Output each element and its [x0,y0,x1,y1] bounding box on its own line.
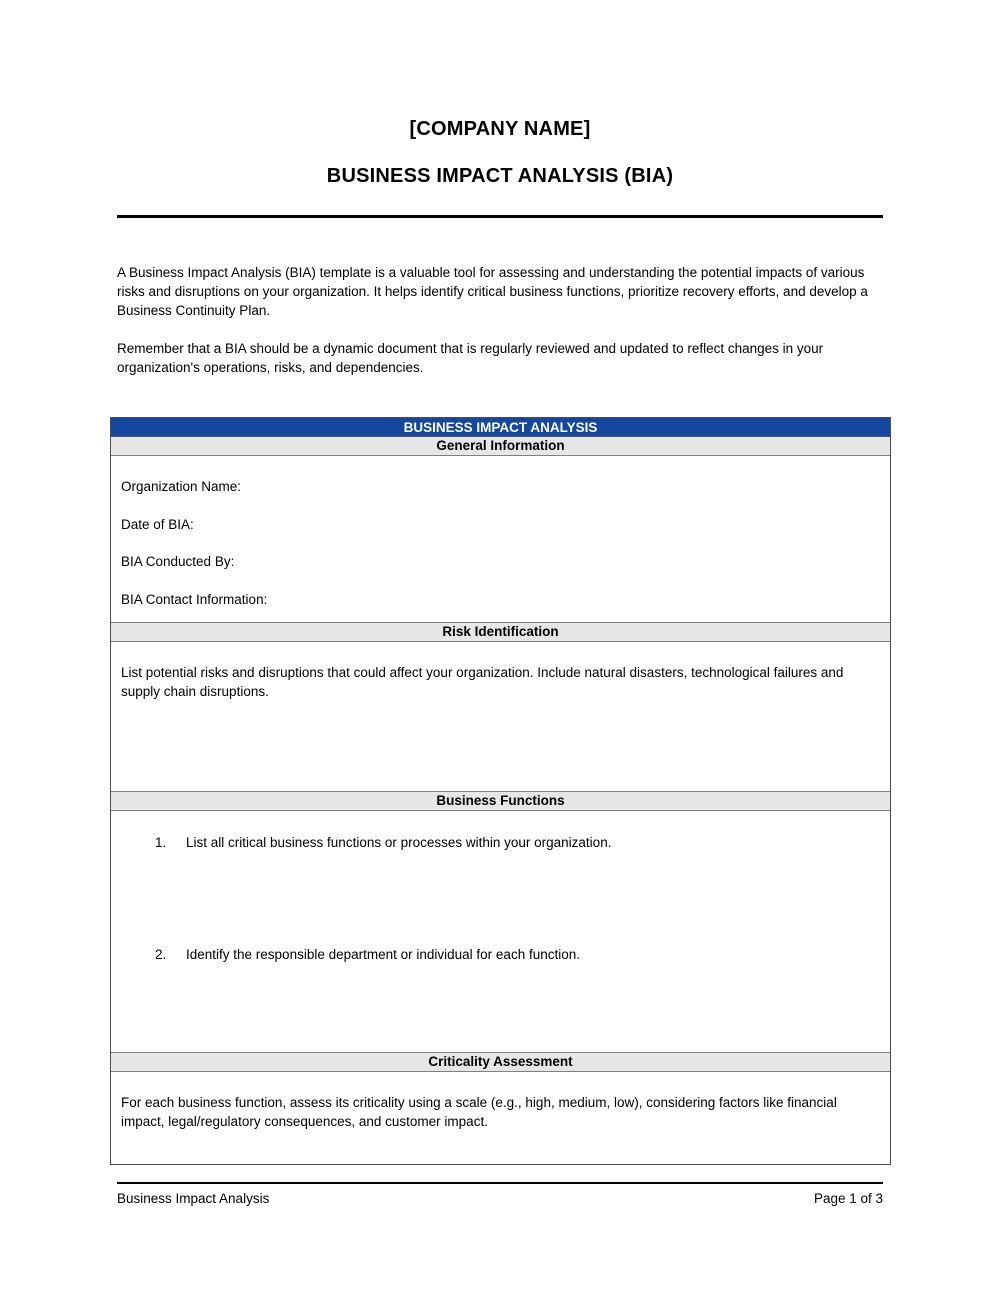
footer-document-name: Business Impact Analysis [117,1191,270,1206]
field-row-organization-name [121,477,878,496]
section-header-business-functions: Business Functions [111,792,890,811]
section-header-criticality-assessment: Criticality Assessment [111,1053,890,1072]
risk-identification-cell [111,642,890,792]
company-name-title: [COMPANY NAME] [409,118,591,140]
bia-table [110,417,891,1165]
bia-conducted-by-label: BIA Conducted By: [121,554,235,569]
page-footer [117,1189,883,1208]
footer-divider-rule [117,1182,883,1184]
section-header-risk-identification: Risk Identification [111,623,890,642]
criticality-assessment-instructions: For each business function, assess its criticality using a scale (e.g., high, medium, low), considering factors like financial impact, legal/regulatory consequences, and customer impact. [121,1095,837,1129]
bia-conducted-by-value-area[interactable] [238,552,538,571]
risk-identification-instructions: List potential risks and disruptions that could affect your organization. Include natural disasters, technological failures and supply chain disruptions. [121,665,844,699]
date-of-bia-label: Date of BIA: [121,516,194,532]
introduction [117,263,883,377]
criticality-assessment-cell [111,1072,890,1164]
business-functions-cell [111,811,890,1053]
table-title-bar: BUSINESS IMPACT ANALYSIS [111,418,890,437]
bia-contact-information-label: BIA Contact Information: [121,591,268,607]
section-header-general-information: General Information [111,437,890,456]
field-row-bia-conducted-by [121,552,878,571]
intro-paragraph-1: A Business Impact Analysis (BIA) template is a valuable tool for assessing and understanding the potential impacts of various risks and disruptions on your organization. It helps identify critical business functions, prioritize recovery efforts, and develop a Business Continuity Plan. [117,265,868,318]
business-function-item-2-text: Identify the responsible department or individual for each function. [186,947,580,962]
bia-contact-information-value-area[interactable] [271,590,571,609]
date-of-bia-value-area[interactable] [198,515,498,534]
document-title: BUSINESS IMPACT ANALYSIS (BIA) [326,165,674,187]
list-number-1: 1. [155,835,167,850]
field-row-bia-contact-information [121,590,878,609]
organization-name-value-area[interactable] [245,477,545,496]
risk-identification-answer-space[interactable] [121,701,878,771]
field-row-date-of-bia [121,515,878,534]
general-information-cell [111,456,890,623]
title-divider-rule [117,215,883,218]
organization-name-label: Organization Name: [121,479,242,494]
list-number-2: 2. [155,947,167,962]
business-function-item-1 [121,833,878,852]
business-function-item-1-text: List all critical business functions or processes within your organization. [186,835,612,850]
intro-paragraph-2: Remember that a BIA should be a dynamic document that is regularly reviewed and updated to reflect changes in your organization's operations, risks, and dependencies. [117,341,824,375]
footer-page-number: Page 1 of 3 [813,1191,883,1206]
business-function-item-2 [121,945,878,964]
